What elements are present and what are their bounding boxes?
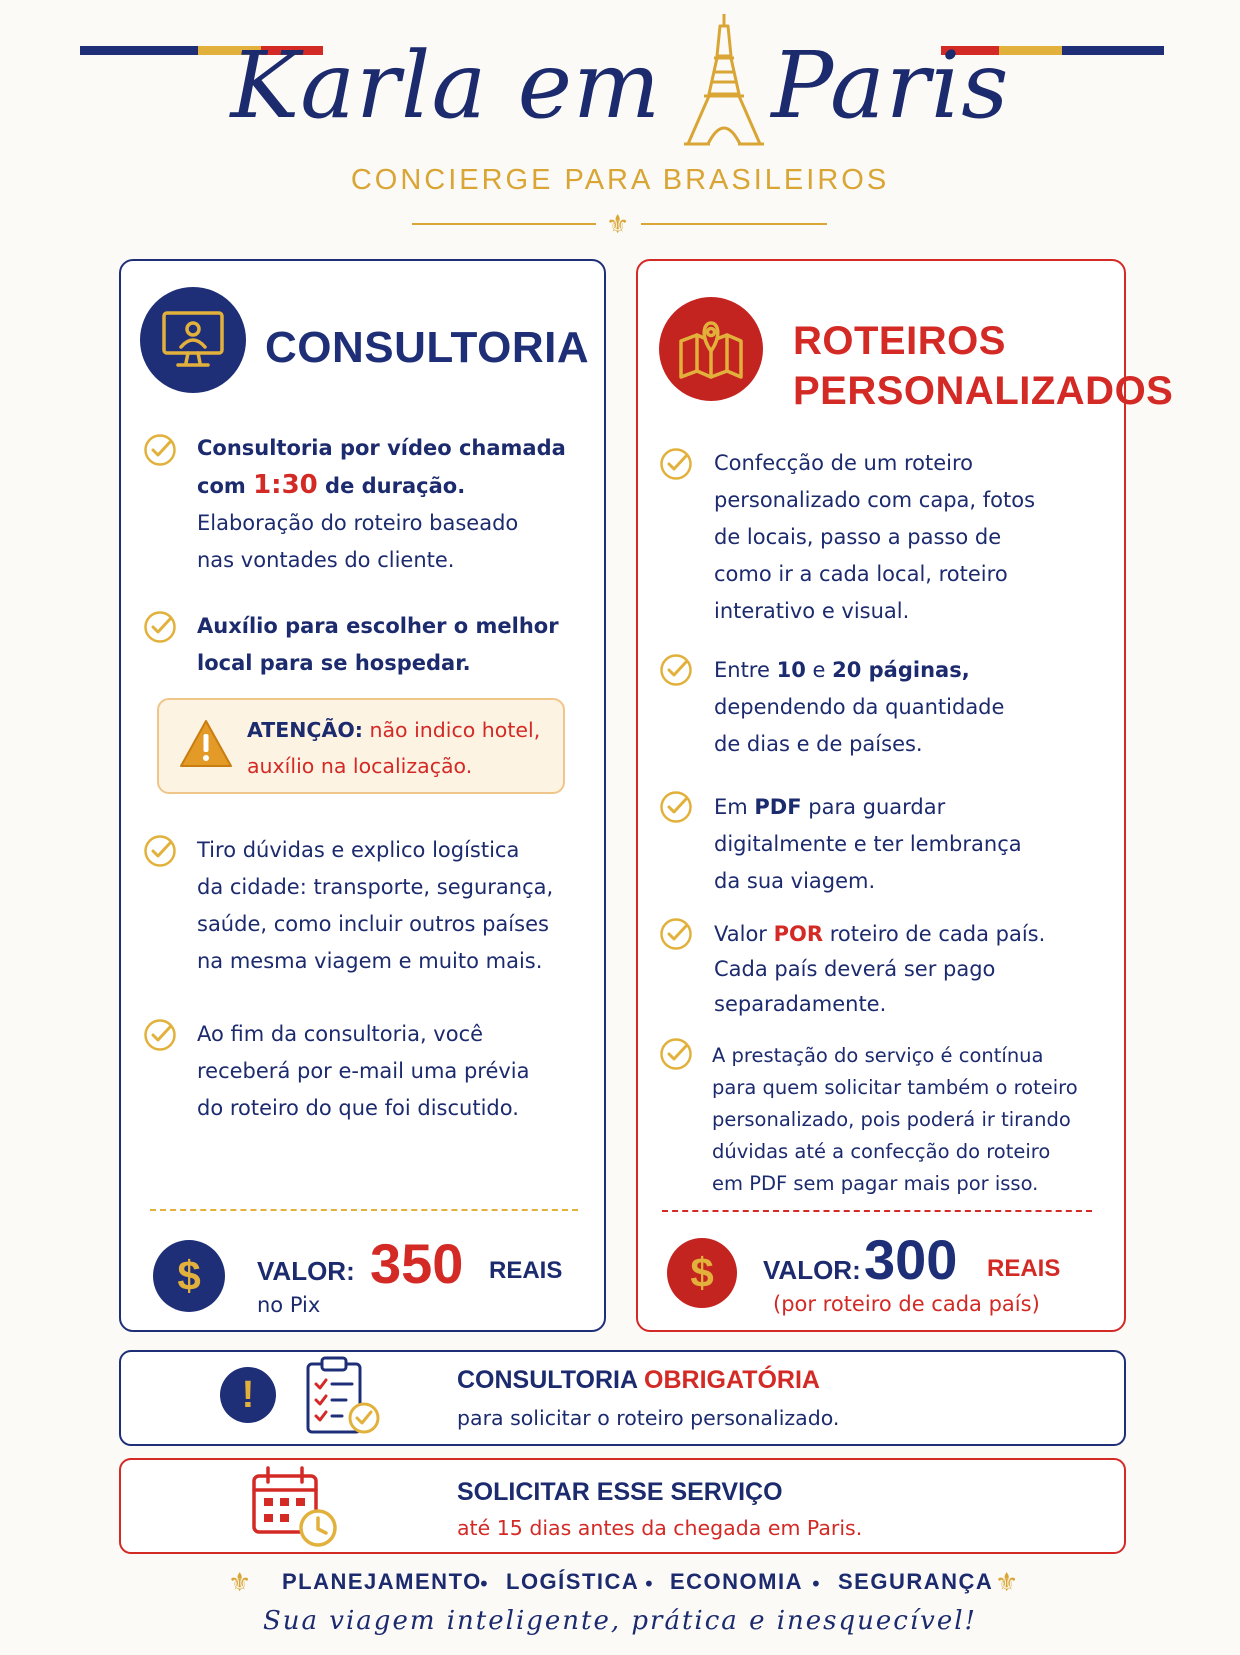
- dollar-icon: $: [153, 1240, 225, 1312]
- header-divider-right: [641, 223, 827, 225]
- mandatory-banner-subtitle: para solicitar o roteiro personalizado.: [457, 1406, 840, 1430]
- consultoria-price-amount: 350: [370, 1232, 464, 1295]
- roteiros-price-divider: [662, 1210, 1092, 1212]
- warning-text: ATENÇÃO: não indico hotel, auxílio na localização.: [247, 718, 541, 778]
- fleur-de-lis-icon: ⚜: [995, 1568, 1019, 1598]
- request-banner-title: SOLICITAR ESSE SERVIÇO: [457, 1478, 783, 1506]
- eiffel-tower-icon: [676, 12, 772, 148]
- check-icon: [659, 790, 693, 824]
- clipboard-checklist-icon: [302, 1354, 386, 1440]
- check-icon: [659, 447, 693, 481]
- calendar-clock-icon: [250, 1464, 342, 1550]
- brand-logo-right: Paris: [771, 32, 1010, 139]
- mandatory-banner-title: CONSULTORIA OBRIGATÓRIA: [457, 1366, 820, 1394]
- fleur-de-lis-icon: ⚜: [228, 1568, 252, 1598]
- dollar-icon: $: [667, 1238, 737, 1308]
- roteiros-item-2: Entre 10 e 20 páginas, dependendo da quantidade de dias e de países.: [714, 658, 1005, 756]
- roteiros-price-amount: 300: [864, 1228, 958, 1291]
- check-icon: [143, 1018, 177, 1052]
- roteiros-item-1: Confecção de um roteiro personalizado com capa, fotos de locais, passo a passo de como ir a cada local, roteiro interativo e visual.: [714, 451, 1036, 623]
- request-banner-subtitle: até 15 dias antes da chegada em Paris.: [457, 1516, 863, 1540]
- footer-pillar-planejamento: PLANEJAMENTO: [282, 1569, 482, 1594]
- check-icon: [659, 917, 693, 951]
- check-icon: [659, 653, 693, 687]
- roteiros-price-note: (por roteiro de cada país): [773, 1292, 1040, 1316]
- warning-box: [157, 698, 565, 794]
- roteiros-item-3: Em PDF para guardar digitalmente e ter lembrança da sua viagem.: [714, 795, 1022, 893]
- consultoria-price-unit: REAIS: [489, 1257, 563, 1284]
- check-icon: [143, 834, 177, 868]
- tagline: CONCIERGE PARA BRASILEIROS: [350, 164, 890, 196]
- consultoria-title: CONSULTORIA: [265, 323, 590, 372]
- footer-separator: •: [810, 1572, 822, 1596]
- check-icon: [143, 433, 177, 467]
- footer-separator: •: [478, 1572, 490, 1596]
- consultoria-item-4: Ao fim da consultoria, você receberá por e-mail uma prévia do roteiro do que foi discutido.: [197, 1022, 530, 1120]
- roteiros-price-unit: REAIS: [987, 1255, 1061, 1282]
- map-pin-icon: [659, 297, 763, 401]
- header-divider-left: [412, 223, 596, 225]
- brand-logo-left: Karla em: [230, 32, 662, 139]
- consultoria-price-label: VALOR:: [257, 1256, 355, 1286]
- footer-pillar-economia: ECONOMIA: [670, 1569, 803, 1594]
- check-icon: [659, 1037, 693, 1071]
- roteiros-item-5: A prestação do serviço é contínua para quem solicitar também o roteiro personalizado, pois poderá ir tirando dúvidas até a confecção do roteiro em PDF sem pagar mais por isso.: [712, 1044, 1078, 1195]
- roteiros-title: ROTEIROS PERSONALIZADOS: [793, 319, 1174, 413]
- consultoria-price-divider: [150, 1209, 578, 1211]
- consultoria-item-2: Auxílio para escolher o melhor local para se hospedar.: [197, 614, 559, 675]
- consultoria-item-3: Tiro dúvidas e explico logística da cidade: transporte, segurança, saúde, como incluir outros países na mesma viagem e muito mais.: [197, 838, 554, 973]
- exclamation-icon: !: [220, 1367, 276, 1423]
- footer-pillar-logistica: LOGÍSTICA: [506, 1569, 640, 1594]
- roteiros-price-label: VALOR:: [763, 1255, 861, 1285]
- video-call-monitor-icon: [140, 287, 246, 393]
- fleur-de-lis-icon: ⚜: [606, 210, 630, 240]
- footer-pillar-seguranca: SEGURANÇA: [838, 1569, 994, 1594]
- consultoria-price-note: no Pix: [257, 1293, 321, 1317]
- footer-slogan: Sua viagem inteligente, prática e inesquecível!: [262, 1606, 978, 1636]
- consultoria-item-1: Consultoria por vídeo chamada com 1:30 de duração. Elaboração do roteiro baseado nas vontades do cliente.: [197, 436, 566, 572]
- consultoria-card: [119, 259, 606, 1332]
- footer-separator: •: [643, 1572, 655, 1596]
- check-icon: [143, 610, 177, 644]
- roteiros-item-4: Valor POR roteiro de cada país. Cada país deverá ser pago separadamente.: [714, 922, 1046, 1016]
- warning-triangle-icon: [179, 718, 233, 770]
- brand-logo: [0, 32, 1240, 139]
